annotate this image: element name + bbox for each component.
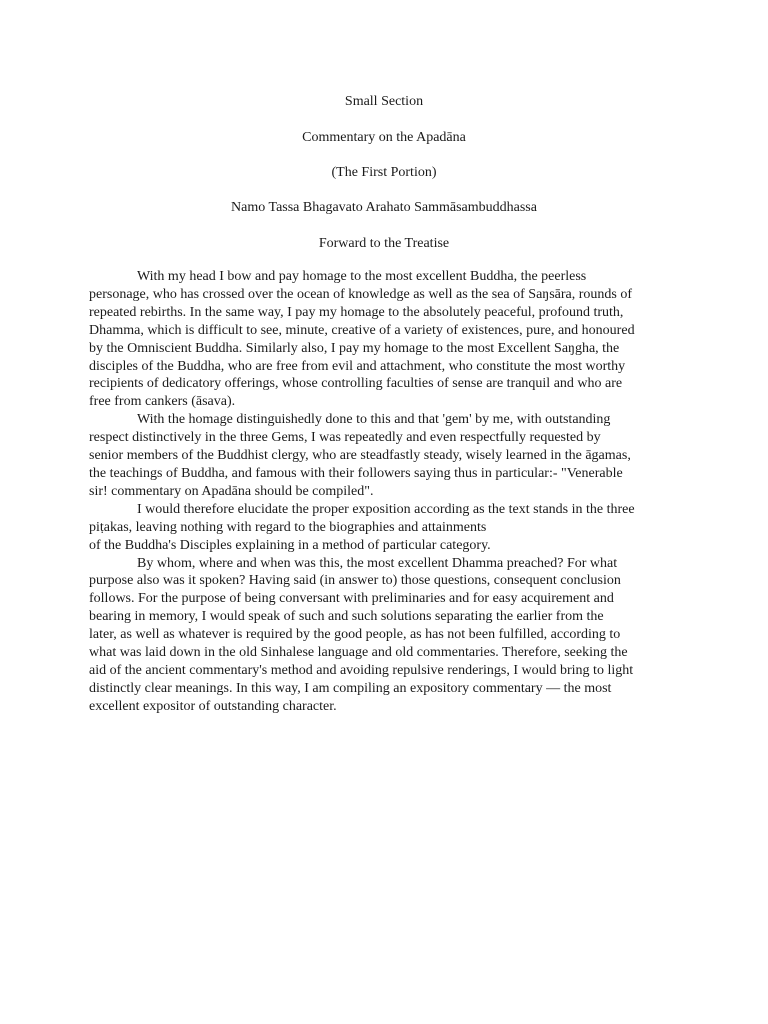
treatise-body bbox=[89, 268, 685, 716]
paragraph-line: excellent expositor of outstanding character. bbox=[89, 698, 337, 714]
paragraph-line: respect distinctively in the three Gems, I was repeatedly and even respectfully requested by bbox=[89, 430, 601, 446]
paragraph-line: follows. For the purpose of being conversant with preliminaries and for easy acquirement and bbox=[89, 591, 614, 607]
paragraph-line: distinctly clear meanings. In this way, I am compiling an expository commentary — the most bbox=[89, 680, 612, 696]
paragraph-line: repeated rebirths. In the same way, I pay my homage to the absolutely peaceful, profound truth, bbox=[89, 304, 624, 320]
paragraph-line: Dhamma, which is difficult to see, minute, creative of a variety of existences, pure, and honoured bbox=[89, 322, 635, 338]
paragraph bbox=[89, 411, 685, 501]
section-heading: Small Section bbox=[344, 94, 424, 109]
forward-heading: Forward to the Treatise bbox=[318, 236, 450, 251]
paragraph-line: free from cankers (āsava). bbox=[89, 394, 236, 410]
paragraph-line: disciples of the Buddha, who are free from evil and attachment, who constitute the most worthy bbox=[89, 358, 626, 374]
paragraph-line: of the Buddha's Disciples explaining in a method of particular category. bbox=[89, 537, 491, 553]
paragraph-line: I would therefore elucidate the proper exposition according as the text stands in the three bbox=[137, 501, 635, 517]
paragraph-line: the teachings of Buddha, and famous with their followers saying thus in particular:- "Venerable bbox=[89, 465, 623, 481]
commentary-title: Commentary on the Apadāna bbox=[302, 130, 466, 145]
portion-subtitle: (The First Portion) bbox=[331, 165, 437, 180]
paragraph-line: later, as well as whatever is required by the good people, as has not been fulfilled, according to bbox=[89, 627, 621, 643]
paragraph bbox=[89, 268, 685, 411]
paragraph-line: piṭakas, leaving nothing with regard to the biographies and attainments bbox=[89, 519, 487, 535]
paragraph-line: what was laid down in the old Sinhalese language and old commentaries. Therefore, seeking the bbox=[89, 645, 628, 661]
paragraph bbox=[89, 501, 685, 555]
paragraph-line: By whom, where and when was this, the most excellent Dhamma preached? For what bbox=[137, 555, 618, 571]
namo-invocation: Namo Tassa Bhagavato Arahato Sammāsambuddhassa bbox=[231, 200, 537, 215]
paragraph-line: With my head I bow and pay homage to the most excellent Buddha, the peerless bbox=[137, 269, 587, 284]
paragraph-line: recipients of dedicatory offerings, whose controlling faculties of sense are tranquil and who are bbox=[89, 376, 623, 392]
paragraph-line: aid of the ancient commentary's method and avoiding repulsive renderings, I would bring to light bbox=[89, 662, 634, 678]
paragraph-line: personage, who has crossed over the ocean of knowledge as well as the sea of Saŋsāra, rounds of bbox=[89, 286, 633, 302]
paragraph-line: sir! commentary on Apadāna should be compiled". bbox=[89, 483, 374, 499]
paragraph-line: purpose also was it spoken? Having said (in answer to) those questions, consequent conclusion bbox=[89, 573, 621, 589]
paragraph-line: With the homage distinguishedly done to this and that 'gem' by me, with outstanding bbox=[137, 412, 611, 428]
paragraph bbox=[89, 555, 685, 716]
paragraph-line: senior members of the Buddhist clergy, who are steadfastly steady, wisely learned in the āgamas, bbox=[89, 448, 631, 464]
paragraph-line: bearing in memory, I would speak of such and such solutions separating the earlier from the bbox=[89, 609, 604, 625]
paragraph-line: by the Omniscient Buddha. Similarly also, I pay my homage to the most Excellent Saŋgha, the bbox=[89, 340, 620, 356]
